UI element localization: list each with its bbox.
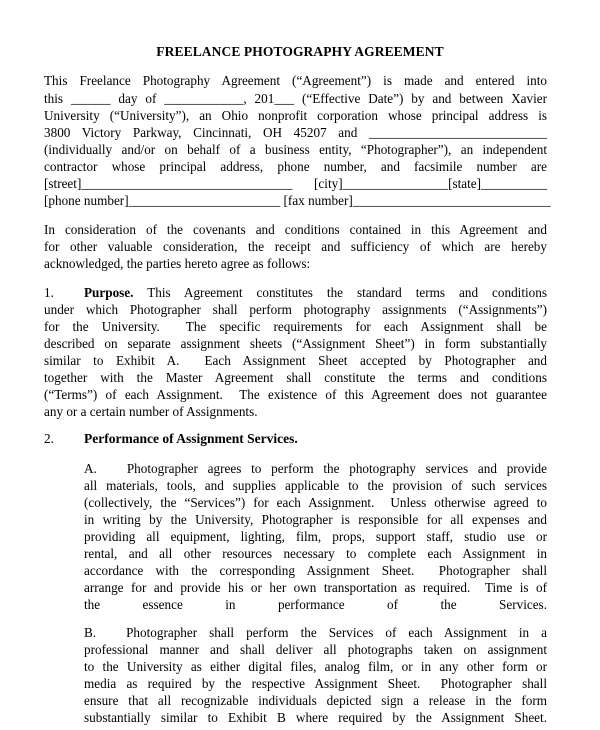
section-2b-first-text: Photographer shall perform the Services of each Assignment in a: [126, 625, 547, 640]
section-2b-line: media as required by the respective Assignment Sheet. Photographer shall: [84, 676, 547, 691]
section-2a-line: accordance with the corresponding Assignment Sheet. Photographer shall: [84, 563, 547, 578]
intro-line: This Freelance Photography Agreement (“Agreement”) is made and entered into: [44, 73, 547, 88]
section-2b-line: professional manner and shall deliver all photographs taken on assignment: [84, 642, 547, 657]
section-1-first-line: [84, 285, 547, 301]
document-title: FREELANCE PHOTOGRAPHY AGREEMENT: [156, 44, 444, 59]
section-1-line: (“Terms”) of each Assignment. The existence of this Agreement does not guarantee: [44, 387, 547, 402]
section-2a-label: A.: [84, 461, 97, 476]
intro-line: contractor whose principal address, phone number, and facsimile number are: [44, 159, 547, 174]
section-2a-first-text: Photographer agrees to perform the photography services and provide: [126, 461, 547, 476]
section-2a-line: (collectively, the “Services”) for each Assignment. Unless otherwise agreed to: [84, 495, 547, 510]
section-2a-line: all materials, tools, and supplies applicable to the provision of such services: [84, 478, 547, 493]
intro-line: 3800 Victory Parkway, Cincinnati, OH 45207 and ___________________________: [44, 125, 547, 140]
section-1-line: described on separate assignment sheets (“Assignment Sheet”) in form substantially: [44, 336, 547, 351]
intro-line: University (“University”), an Ohio nonprofit corporation whose principal address is: [44, 108, 547, 123]
section-1-number: 1.: [44, 285, 54, 300]
section-2a-line: the essence in performance of the Services.: [84, 597, 547, 612]
section-2a-line: rental, and all other resources necessary to complete each Assignment in: [84, 546, 547, 561]
section-2-heading: Performance of Assignment Services.: [84, 431, 298, 446]
section-2-number: 2.: [44, 431, 54, 446]
section-1-heading: Purpose.: [84, 285, 134, 300]
section-1-line: together with the Master Agreement shall constitute the terms and conditions: [44, 370, 547, 385]
section-1-line: under which Photographer shall perform photography assignments (“Assignments”): [44, 302, 547, 317]
consideration-line: acknowledged, the parties hereto agree as follows:: [44, 256, 311, 271]
intro-line: [phone number]_______________________ [fax number]______________________________: [44, 193, 551, 208]
section-2b-label: B.: [84, 625, 97, 640]
section-2b-line: to the University as either digital files, analog film, or in any other form or: [84, 659, 547, 674]
section-2b-line: substantially similar to Exhibit B where required by the Assignment Sheet.: [84, 710, 547, 725]
section-2a-line: arrange for and provide his or her own transportation as required. Time is of: [84, 580, 547, 595]
consideration-line: In consideration of the covenants and conditions contained in this Agreement and: [44, 222, 547, 237]
section-1-first-text: This Agreement constitutes the standard terms and conditions: [147, 285, 547, 300]
section-1-line: for the University. The specific requirements for each Assignment shall be: [44, 319, 547, 334]
intro-line: this ______ day of ____________, 201___ (“Effective Date”) by and between Xavier: [44, 91, 547, 106]
intro-line: (individually and/or on behalf of a business entity, “Photographer”), an independent: [44, 142, 547, 157]
intro-line: [street]________________________________ [city]________________[state]__________: [44, 176, 547, 191]
section-2a-line: providing all equipment, lighting, film, props, support staff, studio use or: [84, 529, 547, 544]
section-2a-first-line: [84, 461, 547, 477]
section-2b-first-line: [84, 625, 547, 641]
section-1-line: any or a certain number of Assignments.: [44, 404, 258, 419]
section-2b-line: ensure that all recognizable individuals depicted sign a release in the form: [84, 693, 547, 708]
section-1-line: similar to Exhibit A. Each Assignment Sheet accepted by Photographer and: [44, 353, 547, 368]
consideration-line: for other valuable consideration, the receipt and sufficiency of which are hereby: [44, 239, 547, 254]
section-2a-line: in writing by the University, Photographer is responsible for all expenses and: [84, 512, 547, 527]
